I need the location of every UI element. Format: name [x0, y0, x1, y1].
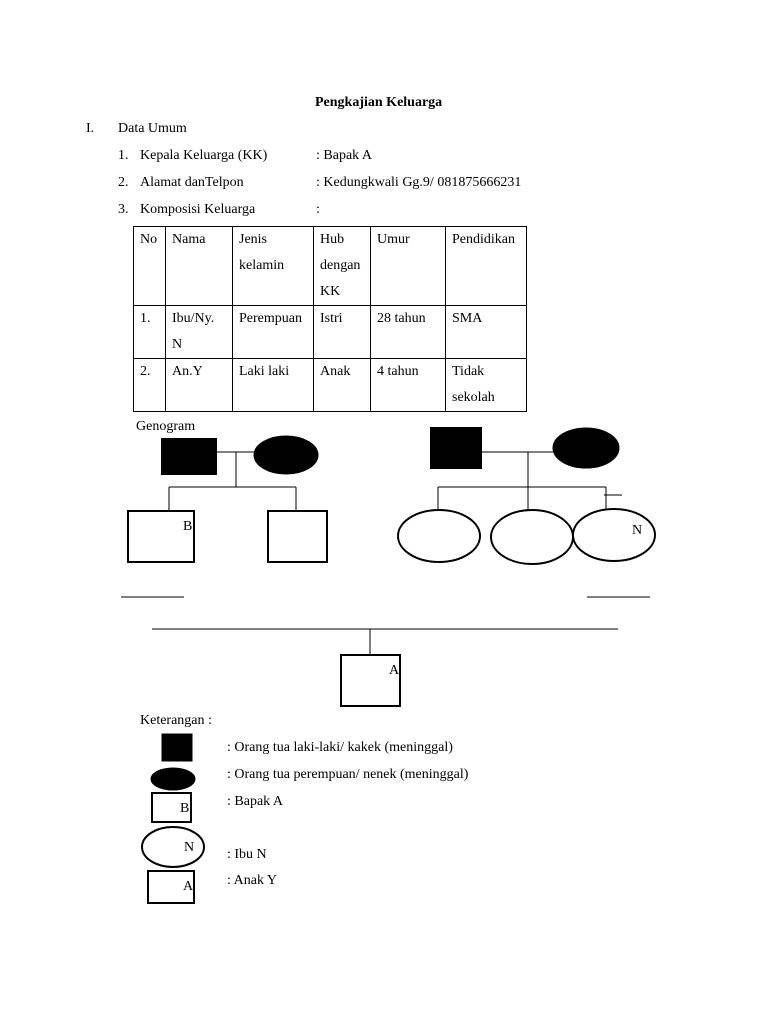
left-grandfather-deceased-square: [162, 439, 216, 474]
table-cell: Laki laki: [233, 359, 314, 412]
table-cell: SMA: [446, 306, 527, 359]
page-title: Pengkajian Keluarga: [315, 95, 443, 110]
table-cell: Istri: [314, 306, 371, 359]
legend-a-letter: A: [183, 879, 194, 894]
item-3-value: :: [316, 202, 320, 217]
legend-item-ibu: : Ibu N: [227, 847, 267, 862]
legend-n-letter: N: [184, 840, 195, 855]
item-1-label: Kepala Keluarga (KK): [140, 148, 268, 163]
legend-filled-ellipse-icon: [151, 768, 195, 790]
legend-item-anak: : Anak Y: [227, 873, 278, 888]
item-2-label: Alamat danTelpon: [140, 175, 244, 190]
table-cell: Ibu/Ny. N: [166, 306, 233, 359]
legend-item-grandmother: : Orang tua perempuan/ nenek (meninggal): [227, 767, 469, 782]
legend-heading: Keterangan :: [140, 713, 212, 728]
table-cell: Tidak sekolah: [446, 359, 527, 412]
table-cell: 1.: [134, 306, 166, 359]
right-grandfather-deceased-square: [431, 428, 481, 468]
item-1-number: 1.: [118, 148, 129, 163]
item-2-number: 2.: [118, 175, 129, 190]
table-header-cell: Jenis kelamin: [233, 227, 314, 306]
table-cell: Anak: [314, 359, 371, 412]
item-3-label: Komposisi Keluarga: [140, 202, 256, 217]
table-cell: 2.: [134, 359, 166, 412]
table-header-cell: Umur: [371, 227, 446, 306]
item-1-value: : Bapak A: [316, 148, 372, 163]
legend-filled-square-icon: [162, 734, 192, 761]
legend-item-grandfather: : Orang tua laki-laki/ kakek (meninggal): [227, 740, 453, 755]
genogram-label: Genogram: [136, 419, 196, 434]
ibu-n-ellipse: [573, 509, 655, 561]
table-cell: 4 tahun: [371, 359, 446, 412]
table-cell: 28 tahun: [371, 306, 446, 359]
bapak-b-label: B: [183, 519, 193, 534]
legend-ellipse-n-icon: [142, 827, 204, 867]
table-header-cell: Pendidikan: [446, 227, 527, 306]
item-3-number: 3.: [118, 202, 129, 217]
table-header-cell: Hub dengan KK: [314, 227, 371, 306]
ibu-n-label: N: [632, 523, 643, 538]
legend-item-bapak: : Bapak A: [227, 794, 283, 809]
table-cell: An.Y: [166, 359, 233, 412]
item-2-value: : Kedungkwali Gg.9/ 081875666231: [316, 175, 522, 190]
right-grandmother-deceased-ellipse: [553, 428, 619, 468]
table-cell: Perempuan: [233, 306, 314, 359]
table-header-cell: Nama: [166, 227, 233, 306]
section-heading: Data Umum: [118, 121, 187, 136]
left-sibling-square: [268, 511, 327, 562]
anak-a-label: A: [389, 663, 400, 678]
legend-b-letter: B: [180, 801, 190, 816]
section-number: I.: [86, 121, 95, 136]
right-sibling-ellipse-2: [491, 510, 573, 564]
table-header-cell: No: [134, 227, 166, 306]
left-grandmother-deceased-ellipse: [254, 436, 318, 474]
right-sibling-ellipse-1: [398, 510, 480, 562]
